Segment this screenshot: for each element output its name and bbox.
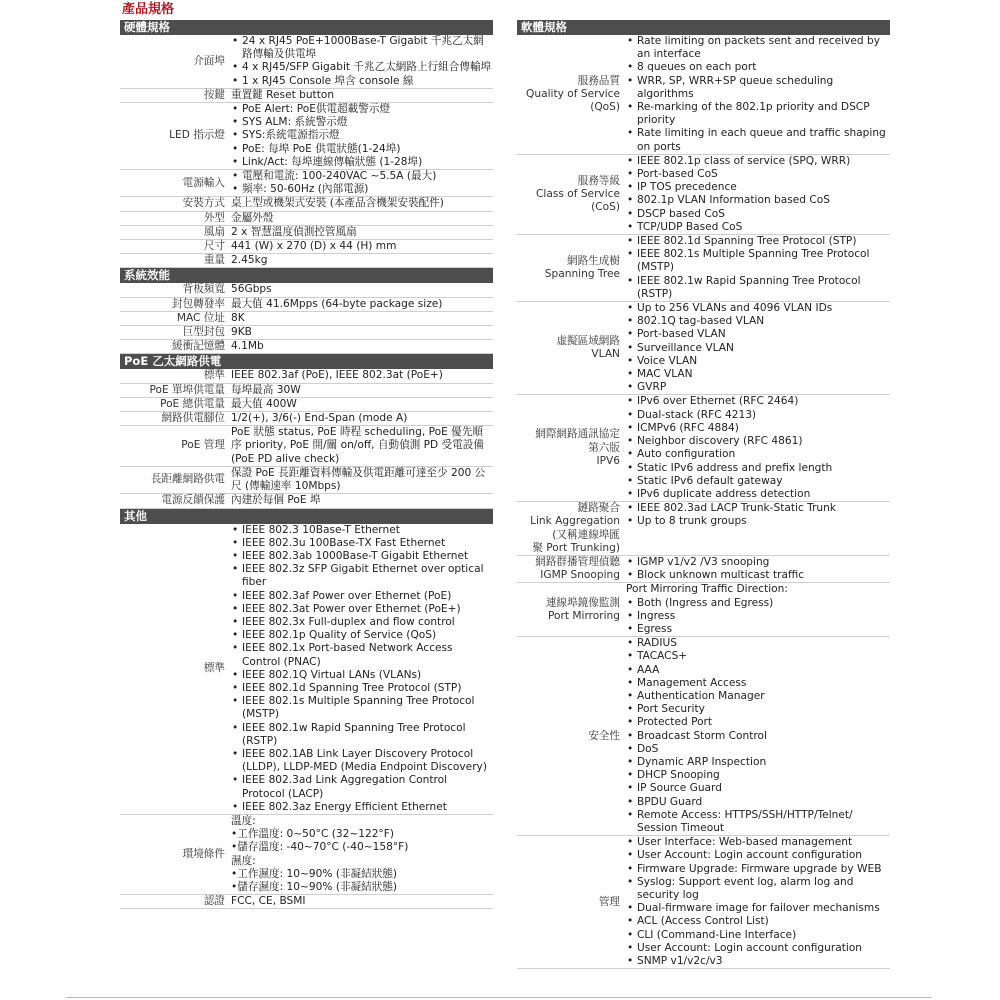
spec-label-line: 安裝方式: [182, 197, 225, 210]
spec-row: [120, 197, 493, 211]
page-title: 產品規格: [122, 2, 175, 17]
spec-value: [229, 426, 493, 466]
spec-value-line: 重置鍵 Reset button: [231, 88, 335, 101]
spec-label-line: IPV6: [596, 454, 620, 467]
spec-row: [120, 494, 493, 508]
spec-list-item: • SNMP v1/v2c/v3: [626, 955, 890, 968]
spec-row: [120, 240, 493, 254]
spec-list-item: • Auto configuration: [626, 448, 890, 461]
spec-label: [517, 583, 624, 636]
spec-label: [120, 895, 229, 908]
spec-label-line: 認證: [203, 895, 225, 908]
spec-list-item: • IEEE 802.3at Power over Ethernet (PoE+): [231, 603, 493, 616]
spec-row: [517, 556, 890, 583]
spec-list: [231, 524, 493, 814]
spec-value: [229, 398, 493, 411]
spec-label: [517, 235, 624, 301]
spec-label-line: Port Mirroring: [548, 609, 620, 622]
section-header: 其他: [120, 509, 493, 524]
spec-label: [120, 226, 229, 239]
spec-row: [120, 326, 493, 340]
spec-list-item: • Neighbor discovery (RFC 4861): [626, 435, 890, 448]
spec-list-item: • SYS:系統電源指示燈: [231, 129, 493, 142]
spec-list-item: • DoS: [626, 743, 890, 756]
spec-value: [624, 235, 890, 301]
spec-value-line: 9KB: [231, 326, 252, 339]
spec-list: [626, 836, 890, 968]
spec-value: [229, 312, 493, 325]
spec-list-item: • Re-marking of the 802.1p priority and DSCP priority: [626, 101, 890, 127]
spec-label-line: 聚 Port Trunking): [532, 541, 620, 554]
spec-value: [229, 384, 493, 397]
spec-row: [120, 340, 493, 354]
spec-row: [120, 89, 493, 103]
spec-value: [624, 637, 890, 835]
spec-label: [120, 384, 229, 397]
spec-value: [229, 35, 493, 88]
spec-value-line: 1/2(+), 3/6(-) End-Span (mode A): [231, 412, 408, 425]
spec-label: [120, 212, 229, 225]
spec-list-item: • Dual-firmware image for failover mechanisms: [626, 902, 890, 915]
spec-value-line: 金屬外殼: [231, 211, 274, 224]
spec-value: [229, 369, 493, 382]
spec-label: [517, 637, 624, 835]
spec-label-line: 虛擬區域網路: [556, 335, 620, 348]
spec-value: [229, 494, 493, 507]
spec-list: [626, 597, 890, 637]
spec-label-line: IGMP Snooping: [540, 569, 620, 582]
spec-list-item: • Syslog: Support event log, alarm log and security log: [626, 876, 890, 902]
spec-label-line: 尺寸: [203, 240, 225, 253]
spec-list-item: • IEEE 802.3ad Link Aggregation Control Protocol (LACP): [231, 774, 493, 800]
spec-label: [120, 89, 229, 102]
spec-value: [624, 502, 890, 555]
spec-list-item: • TCP/UDP Based CoS: [626, 221, 890, 234]
spec-list: [626, 35, 890, 154]
spec-label-line: 安全性: [588, 729, 620, 742]
spec-value-line: 濕度:: [231, 854, 256, 867]
spec-row: [517, 35, 890, 155]
spec-list-item: • 1 x RJ45 Console 埠含 console 線: [231, 75, 493, 88]
spec-list-item: • IEEE 802.3az Energy Efficient Ethernet: [231, 801, 493, 814]
spec-value-line: 保證 PoE 長距離資料傳輸及供電距離可達至少 200 公尺 (傳輸速率 10Mbps): [231, 466, 486, 493]
spec-label: [517, 155, 624, 234]
spec-list-item: • User Account: Login account configuration: [626, 942, 890, 955]
spec-label: [120, 494, 229, 507]
spec-list-item: • 802.1Q tag-based VLAN: [626, 315, 890, 328]
spec-list-item: • IEEE 802.1p Quality of Service (QoS): [231, 629, 493, 642]
spec-row: [517, 583, 890, 637]
spec-value: [229, 815, 493, 894]
spec-value: [624, 35, 890, 154]
spec-label-line: 電源反饋保護: [161, 494, 225, 507]
spec-list: [231, 35, 493, 88]
spec-row: [120, 467, 493, 494]
spec-value: [624, 836, 890, 968]
spec-value: [229, 103, 493, 169]
spec-list-item: • IEEE 802.3 10Base-T Ethernet: [231, 524, 493, 537]
spec-label-line: Quality of Service: [526, 87, 620, 100]
spec-list-item: • 8 queues on each port: [626, 61, 890, 74]
spec-value-line: •儲存濕度: 10~90% (非凝結狀態): [231, 880, 398, 893]
spec-list-item: • CLI (Command-Line Interface): [626, 929, 890, 942]
spec-list-item: • AAA: [626, 664, 890, 677]
spec-list-item: • IGMP v1/v2 /V3 snooping: [626, 556, 890, 569]
spec-list-item: • IEEE 802.1Q Virtual LANs (VLANs): [231, 669, 493, 682]
spec-list-item: • Both (Ingress and Egress): [626, 597, 890, 610]
spec-row: [517, 235, 890, 302]
spec-list-item: • IEEE 802.1x Port-based Network Access Control (PNAC): [231, 642, 493, 668]
spec-list-item: • BPDU Guard: [626, 796, 890, 809]
spec-list-item: • IEEE 802.1p class of service (SPQ, WRR): [626, 155, 890, 168]
spec-label-line: PoE 管理: [181, 439, 225, 452]
bottom-divider: [66, 997, 932, 998]
spec-label-line: 風扇: [203, 225, 225, 238]
spec-value-line: 最大值 41.6Mpps (64-byte package size): [231, 297, 443, 310]
spec-row: [120, 103, 493, 170]
spec-label: [120, 312, 229, 325]
spec-label-line: 鏈路聚合: [577, 502, 620, 515]
spec-list: [626, 395, 890, 501]
spec-label-line: VLAN: [591, 348, 620, 361]
spec-row: [120, 369, 493, 383]
spec-label-line: 封包轉發率: [172, 297, 225, 310]
spec-list-item: • DHCP Snooping: [626, 769, 890, 782]
spec-label-line: MAC 位址: [176, 311, 225, 324]
spec-label-line: 緩衝記憶體: [172, 340, 225, 353]
section-header: PoE 乙太網路供電: [120, 354, 493, 369]
spec-label: [517, 35, 624, 154]
spec-label-line: 背板頻寬: [182, 283, 225, 296]
spec-list-item: • 802.1p VLAN Information based CoS: [626, 194, 890, 207]
spec-label: [120, 340, 229, 353]
spec-label-line: LED 指示燈: [169, 129, 225, 142]
spec-label: [120, 815, 229, 894]
spec-row: [120, 815, 493, 895]
spec-list-item: • IPv6 duplicate address detection: [626, 488, 890, 501]
hardware-spec-column: [120, 20, 493, 909]
spec-value: [229, 212, 493, 225]
spec-list-item: • SYS ALM: 系統警示燈: [231, 116, 493, 129]
spec-list: [626, 637, 890, 835]
spec-row: [120, 426, 493, 467]
spec-list-item: • IEEE 802.3af Power over Ethernet (PoE): [231, 590, 493, 603]
spec-label-line: 網際網路通訊協定: [535, 428, 620, 441]
spec-label-line: 按鍵: [203, 88, 225, 101]
spec-list-item: • MAC VLAN: [626, 368, 890, 381]
spec-value-line: 溫度:: [231, 814, 256, 827]
spec-list-item: • IEEE 802.3x Full-duplex and flow control: [231, 616, 493, 629]
spec-list-item: • PoE Alert: PoE供電超載警示燈: [231, 103, 493, 116]
spec-label: [120, 426, 229, 466]
spec-label-line: Link Aggregation: [530, 515, 620, 528]
spec-label-line: 介面埠: [193, 54, 225, 67]
spec-list-item: • Link/Act: 每埠連線傳輸狀態 (1-28埠): [231, 156, 493, 169]
spec-label: [517, 836, 624, 968]
spec-label: [120, 412, 229, 425]
spec-list-item: • TACACS+: [626, 650, 890, 663]
spec-row: [517, 502, 890, 556]
spec-list-item: • WRR, SP, WRR+SP queue scheduling algorithms: [626, 75, 890, 101]
spec-label: [120, 103, 229, 169]
spec-label-line: 連線埠鏡像監測: [545, 596, 620, 609]
spec-list-item: • IEEE 802.3ab 1000Base-T Gigabit Ethernet: [231, 550, 493, 563]
spec-row: [517, 637, 890, 836]
spec-list-item: • IEEE 802.1w Rapid Spanning Tree Protocol (RSTP): [626, 275, 890, 301]
spec-value-line: 56Gbps: [231, 283, 272, 296]
spec-value-line: PoE 狀態 status, PoE 時程 scheduling, PoE 優先順序 priority, PoE 開/關 on/off, 自動偵測 PD 受電設備 (PoE PD alive check): [231, 426, 484, 465]
spec-value: [229, 524, 493, 814]
spec-label: [120, 197, 229, 210]
spec-label: [120, 240, 229, 253]
spec-value: [229, 226, 493, 239]
spec-value: [624, 583, 890, 636]
spec-list-item: • Rate limiting on packets sent and received by an interface: [626, 35, 890, 61]
spec-label-line: 環境條件: [182, 847, 225, 860]
spec-list-item: • Management Access: [626, 677, 890, 690]
spec-list-item: • Surveillance VLAN: [626, 342, 890, 355]
spec-label: [517, 395, 624, 501]
spec-list: [626, 556, 890, 582]
spec-label: [120, 283, 229, 296]
spec-label-line: PoE 總供電量: [160, 397, 225, 410]
spec-label-line: 網路生成樹: [567, 254, 620, 267]
spec-list-item: • Remote Access: HTTPS/SSH/HTTP/Telnet/ Session Timeout: [626, 809, 890, 835]
spec-label-line: 服務品質: [577, 74, 620, 87]
spec-row: [120, 35, 493, 89]
spec-row: [120, 524, 493, 815]
spec-value-line: 最大值 400W: [231, 397, 297, 410]
spec-value: [229, 467, 493, 493]
spec-label-line: Spanning Tree: [544, 268, 620, 281]
spec-list-item: • Up to 8 trunk groups: [626, 515, 890, 528]
spec-label: [517, 556, 624, 582]
spec-label-line: 服務等級: [577, 174, 620, 187]
spec-label: [120, 369, 229, 382]
spec-row: [120, 170, 493, 197]
spec-row: [517, 395, 890, 502]
spec-list-item: • Egress: [626, 623, 890, 636]
spec-list: [626, 302, 890, 394]
spec-value-line: 8K: [231, 311, 245, 324]
spec-list-item: • GVRP: [626, 381, 890, 394]
spec-list: [231, 170, 493, 196]
spec-list-item: • Dual-stack (RFC 4213): [626, 409, 890, 422]
spec-list-item: • IEEE 802.1s Multiple Spanning Tree Protocol (MSTP): [626, 248, 890, 274]
spec-list-item: • Port-based CoS: [626, 168, 890, 181]
spec-value: [624, 155, 890, 234]
software-spec-column: [517, 20, 890, 969]
spec-label-line: PoE 單埠供電量: [149, 383, 225, 396]
spec-list-item: • Broadcast Storm Control: [626, 730, 890, 743]
spec-list-item: • Ingress: [626, 610, 890, 623]
spec-list-item: • User Account: Login account configuration: [626, 849, 890, 862]
spec-label-line: 長距離網路供電: [150, 473, 225, 486]
spec-value: [229, 283, 493, 296]
spec-value-line: •工作溫度: 0~50°C (32~122°F): [231, 828, 394, 841]
spec-value: [229, 412, 493, 425]
spec-label: [120, 398, 229, 411]
spec-label-line: (又稱連線埠匯: [552, 528, 620, 541]
spec-label: [120, 524, 229, 814]
spec-list: [626, 235, 890, 301]
spec-list-item: • IEEE 802.1w Rapid Spanning Tree Protocol (RSTP): [231, 722, 493, 748]
spec-label-line: (CoS): [591, 201, 620, 214]
spec-row: [120, 312, 493, 326]
spec-row: [120, 226, 493, 240]
spec-label-line: Class of Service: [536, 187, 620, 200]
spec-value: [229, 240, 493, 253]
spec-list-item: • Dynamic ARP Inspection: [626, 756, 890, 769]
spec-label: [120, 35, 229, 88]
spec-list-item: • Up to 256 VLANs and 4096 VLAN IDs: [626, 302, 890, 315]
section-header: 硬體規格: [120, 20, 493, 35]
spec-label: [120, 254, 229, 267]
spec-list-item: • IPv6 over Ethernet (RFC 2464): [626, 395, 890, 408]
spec-label: [120, 467, 229, 493]
spec-list-item: • Protected Port: [626, 716, 890, 729]
spec-value: [229, 340, 493, 353]
spec-list-item: • Authentication Manager: [626, 690, 890, 703]
spec-list-item: • Block unknown multicast traffic: [626, 569, 890, 582]
spec-list-item: • PoE: 每埠 PoE 供電狀態(1-24埠): [231, 143, 493, 156]
spec-list-item: • DSCP based CoS: [626, 208, 890, 221]
spec-list: [626, 155, 890, 234]
spec-label-line: 電源輸入: [182, 176, 225, 189]
spec-list-item: • IEEE 802.3z SFP Gigabit Ethernet over optical fiber: [231, 563, 493, 589]
spec-row: [120, 384, 493, 398]
spec-list-item: • 24 x RJ45 PoE+1000Base-T Gigabit 千兆乙太網路傳輸及供電埠: [231, 35, 493, 61]
spec-value: [229, 298, 493, 311]
section-header: 系統效能: [120, 268, 493, 283]
spec-label-line: 管理: [598, 895, 620, 908]
spec-value: [229, 254, 493, 267]
spec-label-line: (QoS): [590, 101, 620, 114]
spec-label-line: 第六版: [588, 441, 620, 454]
spec-list-item: • IEEE 802.1AB Link Layer Discovery Protocol (LLDP), LLDP-MED (Media Endpoint Discovery): [231, 748, 493, 774]
spec-list-item: • IP TOS precedence: [626, 181, 890, 194]
spec-label-line: 標準: [203, 662, 225, 675]
spec-label-line: 網路供電腳位: [161, 412, 225, 425]
spec-list-item: • ACL (Access Control List): [626, 915, 890, 928]
spec-list: [231, 103, 493, 169]
spec-label: [120, 326, 229, 339]
spec-row: [120, 412, 493, 426]
spec-label-line: 外型: [203, 211, 225, 224]
spec-value-line: •儲存溫度: -40~70°C (-40~158°F): [231, 841, 409, 854]
spec-list-item: • IEEE 802.1d Spanning Tree Protocol (STP): [626, 235, 890, 248]
spec-list-item: • Port Security: [626, 703, 890, 716]
spec-label-line: 巨型封包: [182, 326, 225, 339]
spec-row: [120, 212, 493, 226]
spec-value: [229, 170, 493, 196]
spec-list-item: • 頻率: 50-60Hz (內部電源): [231, 183, 493, 196]
spec-row: [517, 155, 890, 235]
spec-value-line: 桌上型或機架式安裝 (本產品含機架安裝配件): [231, 197, 444, 210]
spec-row: [120, 254, 493, 268]
spec-list-item: • IEEE 802.1s Multiple Spanning Tree Protocol (MSTP): [231, 695, 493, 721]
spec-value-line: 4.1Mb: [231, 340, 264, 353]
spec-value: [229, 89, 493, 102]
spec-label-line: 重量: [203, 254, 225, 267]
spec-list: [626, 502, 890, 528]
spec-value: [624, 556, 890, 582]
spec-list-item: • User Interface: Web-based management: [626, 836, 890, 849]
spec-list-item: • Voice VLAN: [626, 355, 890, 368]
spec-value: [229, 326, 493, 339]
spec-value: [229, 197, 493, 210]
spec-row: [120, 283, 493, 297]
spec-label: [120, 170, 229, 196]
spec-value: [624, 395, 890, 501]
spec-label: [517, 302, 624, 394]
spec-value: [624, 302, 890, 394]
spec-value-line: 2 x 智慧溫度偵測控管風扇: [231, 225, 357, 238]
spec-value-line: 2.45kg: [231, 254, 268, 267]
spec-list-item: • IEEE 802.3ad LACP Trunk-Static Trunk: [626, 502, 890, 515]
spec-value-line: IEEE 802.3af (PoE), IEEE 802.3at (PoE+): [231, 369, 443, 382]
spec-row: [517, 836, 890, 969]
spec-label-line: 標準: [203, 369, 225, 382]
spec-label-line: 網路群播管理偵聽: [535, 555, 620, 568]
spec-row: [120, 398, 493, 412]
spec-value-line: 441 (W) x 270 (D) x 44 (H) mm: [231, 240, 397, 253]
spec-list-item: • IEEE 802.3u 100Base-TX Fast Ethernet: [231, 537, 493, 550]
spec-list-item: • 電壓和電流: 100-240VAC ~5.5A (最大): [231, 170, 493, 183]
spec-value-line: 內建於每個 PoE 埠: [231, 494, 321, 507]
spec-row: [120, 895, 493, 909]
spec-list-item: • Static IPv6 address and prefix length: [626, 462, 890, 475]
spec-row: [517, 302, 890, 395]
section-header: 軟體規格: [517, 20, 890, 35]
spec-value-line: Port Mirroring Traffic Direction:: [626, 583, 788, 596]
spec-list-item: • IEEE 802.1d Spanning Tree Protocol (STP): [231, 682, 493, 695]
spec-list-item: • Firmware Upgrade: Firmware upgrade by WEB: [626, 863, 890, 876]
spec-row: [120, 298, 493, 312]
spec-value: [229, 895, 493, 908]
spec-value-line: FCC, CE, BSMI: [231, 895, 306, 908]
spec-list-item: • 4 x RJ45/SFP Gigabit 千兆乙太網路上行組合傳輸埠: [231, 61, 493, 74]
spec-list-item: • Rate limiting in each queue and traffic shaping on ports: [626, 127, 890, 153]
spec-label: [120, 298, 229, 311]
spec-list-item: • Port-based VLAN: [626, 328, 890, 341]
spec-list-item: • Static IPv6 default gateway: [626, 475, 890, 488]
spec-value-line: 每埠最高 30W: [231, 383, 301, 396]
spec-list-item: • IP Source Guard: [626, 782, 890, 795]
spec-list-item: • ICMPv6 (RFC 4884): [626, 422, 890, 435]
spec-list-item: • RADIUS: [626, 637, 890, 650]
spec-label: [517, 502, 624, 555]
spec-value-line: •工作濕度: 10~90% (非凝結狀態): [231, 867, 398, 880]
